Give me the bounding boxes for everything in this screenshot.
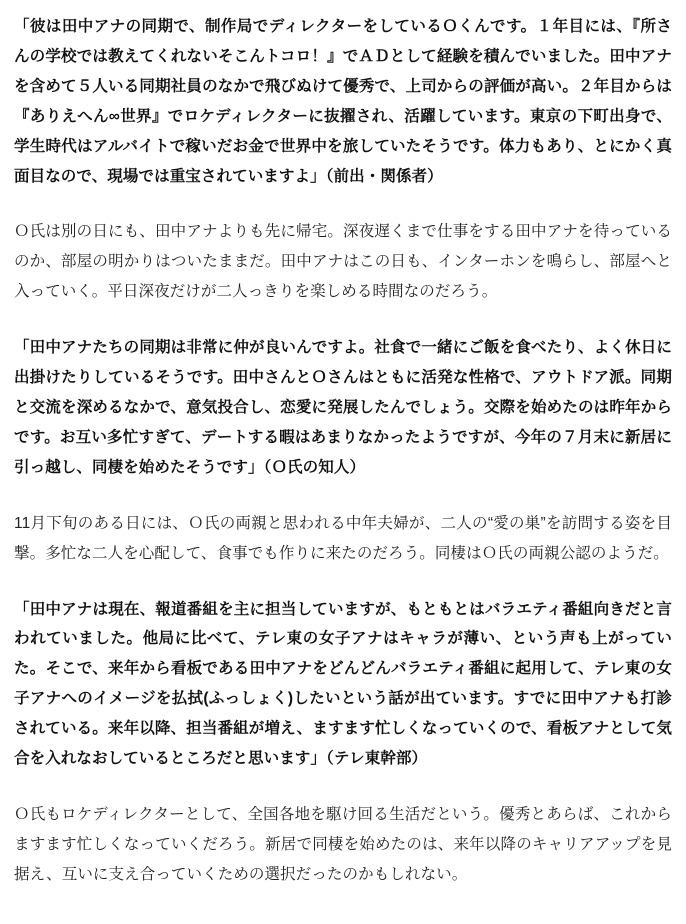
- article-paragraph-narration-3: Ｏ氏もロケディレクターとして、全国各地を駆け回る生活だという。優秀とあらば、これからますます忙しくなっていくだろう。新居で同棲を始めたのは、来年以降のキャリアアップを見据え、互いに支え合っていくための選択だったのかもしれない。: [14, 805, 672, 883]
- article-paragraph-quote-acquaintance: 「田中アナたちの同期は非常に仲が良いんですよ。社食で一緒にご飯を食べたり、よく休日に出掛けたりしているそうです。田中さんとＯさんはともに活発な性格で、アウトドア派。同期と交流を深めるなかで、意気投合し、恋愛に発展したんでしょう。交際を始めたのは昨年からです。お互い多忙すぎて、デートする暇はあまりなかったようですが、今年の７月末に新居に引っ越し、同棲を始めたそうです」（Ｏ氏の知人）: [14, 339, 672, 476]
- article-paragraph-quote-executive: 「田中アナは現在、報道番組を主に担当していますが、もともとはバラエティ番組向きだと言われていました。他局に比べて、テレ東の女子アナはキャラが薄い、という声も上がっていた。そこで、来年から看板である田中アナをどんどんバラエティ番組に起用して、テレ東の女子アナへのイメージを払拭(ふっしょく)したいという話が出ています。すでに田中アナも打診されている。来年以降、担当番組が増え、ますます忙しくなっていくので、看板アナとして気合を入れなおしているところだと思います」（テレ東幹部）: [14, 600, 672, 768]
- article-paragraph-narration-2: 11月下旬のある日には、Ｏ氏の両親と思われる中年夫婦が、二人の“愛の巣”を訪問する姿を目撃。多忙な二人を心配して、食事でも作りに来たのだろう。同棲はＯ氏の両親公認のようだ。: [14, 514, 672, 562]
- article-paragraph-quote-colleague-1: 「彼は田中アナの同期で、制作局でディレクターをしているＯくんです。１年目には、『所さんの学校では教えてくれないそこんトコロ！』でＡＤとして経験を積んでいました。田中アナを含めて５人いる同期社員のなかで飛びぬけて優秀で、上司からの評価が高い。２年目からは『ありえへん∞世界』でロケディレクターに抜擢され、活躍しています。東京の下町出身で、学生時代はアルバイトで稼いだお金で世界中を旅していたそうです。体力もあり、とにかく真面目なので、現場では重宝されていますよ」（前出・関係者）: [14, 18, 672, 185]
- article-paragraph-narration-1: Ｏ氏は別の日にも、田中アナよりも先に帰宅。深夜遅くまで仕事をする田中アナを待っているのか、部屋の明かりはついたままだ。田中アナはこの日も、インターホンを鳴らし、部屋へと入っていく。平日深夜だけが二人っきりを楽しめる時間なのだろう。: [14, 223, 672, 301]
